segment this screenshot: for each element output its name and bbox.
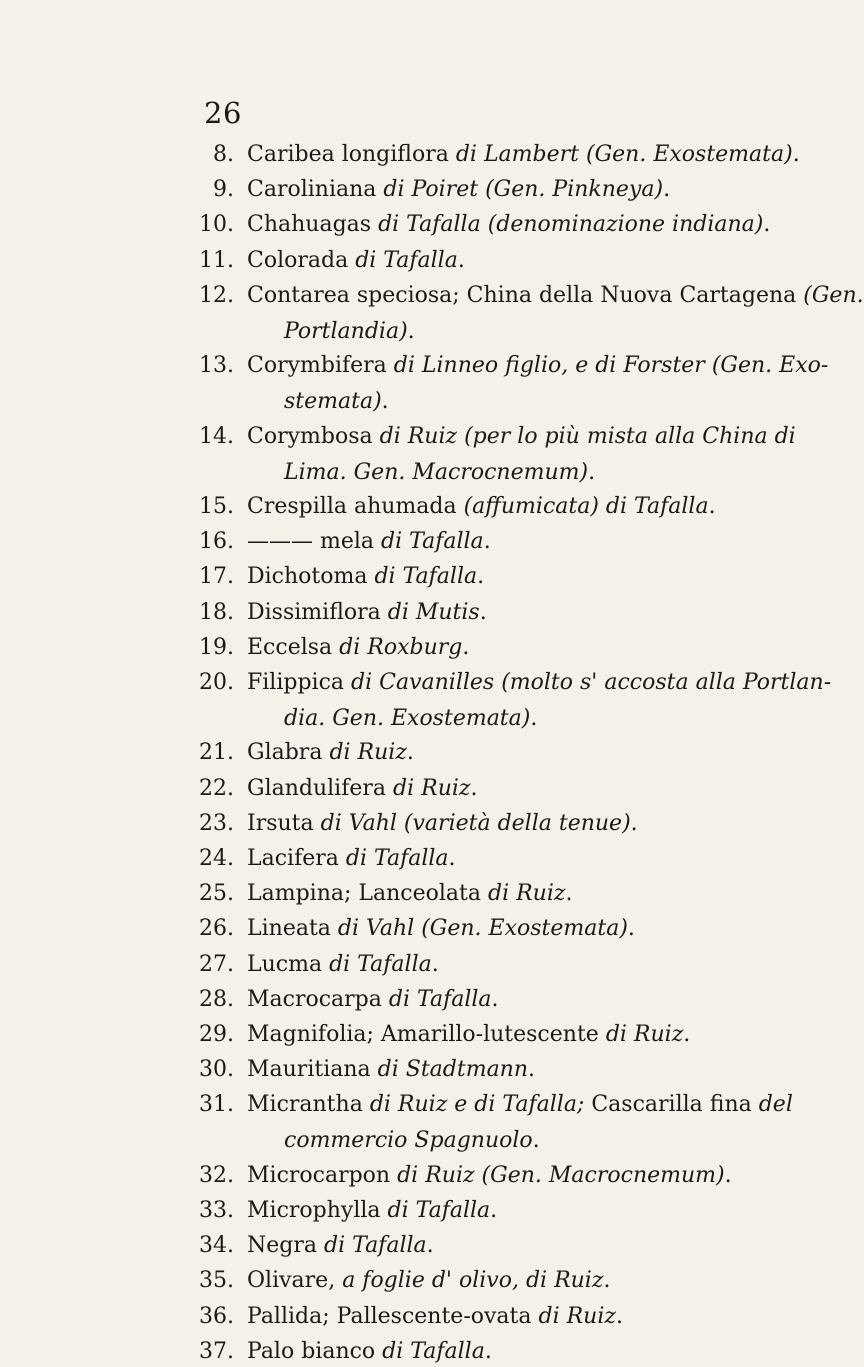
entry-number: 9. <box>213 177 234 203</box>
entry-continuation: commercio Spagnuolo. <box>284 1128 540 1154</box>
entry-continuation: Lima. Gen. Macrocnemum). <box>284 459 596 485</box>
entry-text: Corymbifera di Linneo figlio, e di Forster (Gen. Exo- <box>247 353 829 379</box>
entry-continuation: Portlandia). <box>284 318 415 344</box>
entry-number: 25. <box>199 881 234 907</box>
entry-number: 10. <box>199 212 234 238</box>
entry-text: Irsuta di Vahl (varietà della tenue). <box>247 810 638 836</box>
entry-number: 22. <box>199 775 234 801</box>
entry-text: Filippica di Cavanilles (molto s' accosta alla Portlan- <box>247 670 832 695</box>
entry-number: 28. <box>199 986 234 1012</box>
entry-text: Crespilla ahumada (affumicata) di Tafalla. <box>247 494 716 519</box>
entry-text: Lacifera di Tafalla. <box>247 846 456 871</box>
entry-text: Lineata di Vahl (Gen. Exostemata). <box>247 916 635 942</box>
entry-number: 34. <box>199 1233 234 1259</box>
entry-text: Mauritiana di Stadtmann. <box>247 1057 536 1083</box>
entry-number: 21. <box>199 740 234 766</box>
entry-text: Microphylla di Tafalla. <box>247 1198 498 1223</box>
entry-text: Caribea longiflora di Lambert (Gen. Exostemata). <box>247 142 800 167</box>
entry-number: 37. <box>199 1338 234 1364</box>
entry-number: 12. <box>199 282 234 308</box>
entry-text: Eccelsa di Roxburg. <box>247 634 470 660</box>
entry-text: Magnifolia; Amarillo-lutescente di Ruiz. <box>247 1022 691 1047</box>
entry-text: Pallida; Pallescente-ovata di Ruiz. <box>247 1303 623 1329</box>
entry-continuation: dia. Gen. Exostemata). <box>284 706 538 731</box>
entry-number: 33. <box>199 1198 234 1223</box>
entry-text: ——— mela di Tafalla. <box>247 529 491 555</box>
entry-text: Caroliniana di Poiret (Gen. Pinkneya). <box>247 177 671 203</box>
entry-number: 27. <box>199 951 234 977</box>
entry-text: Contarea speciosa; China della Nuova Cartagena (Gen. <box>247 282 864 308</box>
entry-number: 30. <box>199 1057 234 1083</box>
entry-number: 8. <box>213 142 234 167</box>
entry-number: 20. <box>199 670 234 695</box>
entry-text: Micrantha di Ruiz e di Tafalla; Cascarilla fina del <box>247 1092 793 1118</box>
entry-text: Glandulifera di Ruiz. <box>247 775 478 801</box>
entry-text: Microcarpon di Ruiz (Gen. Macrocnemum). <box>247 1162 732 1188</box>
entry-text: Corymbosa di Ruiz (per lo più mista alla China di <box>247 423 796 449</box>
entry-number: 35. <box>199 1268 234 1294</box>
entry-number: 32. <box>199 1162 234 1188</box>
entry-text: Chahuagas di Tafalla (denominazione indiana). <box>247 212 771 238</box>
entry-number: 24. <box>199 846 234 871</box>
entry-text: Lucma di Tafalla. <box>247 951 439 977</box>
page-number: 26 <box>204 96 242 130</box>
entry-number: 23. <box>199 810 234 836</box>
entry-number: 31. <box>199 1092 234 1118</box>
entry-number: 13. <box>199 353 234 379</box>
entry-number: 29. <box>199 1022 234 1047</box>
entry-number: 26. <box>199 916 234 942</box>
entry-number: 16. <box>199 529 234 555</box>
entry-text: Colorada di Tafalla. <box>247 247 465 273</box>
entry-text: Dissimiflora di Mutis. <box>247 599 487 625</box>
entry-number: 18. <box>199 599 234 625</box>
entry-number: 19. <box>199 634 234 660</box>
entry-number: 15. <box>199 494 234 519</box>
entry-number: 36. <box>199 1303 234 1329</box>
entry-text: Lampina; Lanceolata di Ruiz. <box>247 881 573 907</box>
entry-text: Macrocarpa di Tafalla. <box>247 986 499 1012</box>
entry-text: Dichotoma di Tafalla. <box>247 564 485 590</box>
entry-text: Glabra di Ruiz. <box>247 740 414 766</box>
entry-number: 11. <box>199 247 234 273</box>
entry-text: Negra di Tafalla. <box>247 1233 434 1259</box>
entry-number: 14. <box>199 423 234 449</box>
entry-text: Olivare, a foglie d' olivo, di Ruiz. <box>247 1268 611 1294</box>
entry-number: 17. <box>199 564 234 590</box>
entry-continuation: stemata). <box>284 389 389 415</box>
entry-text: Palo bianco di Tafalla. <box>247 1338 492 1364</box>
